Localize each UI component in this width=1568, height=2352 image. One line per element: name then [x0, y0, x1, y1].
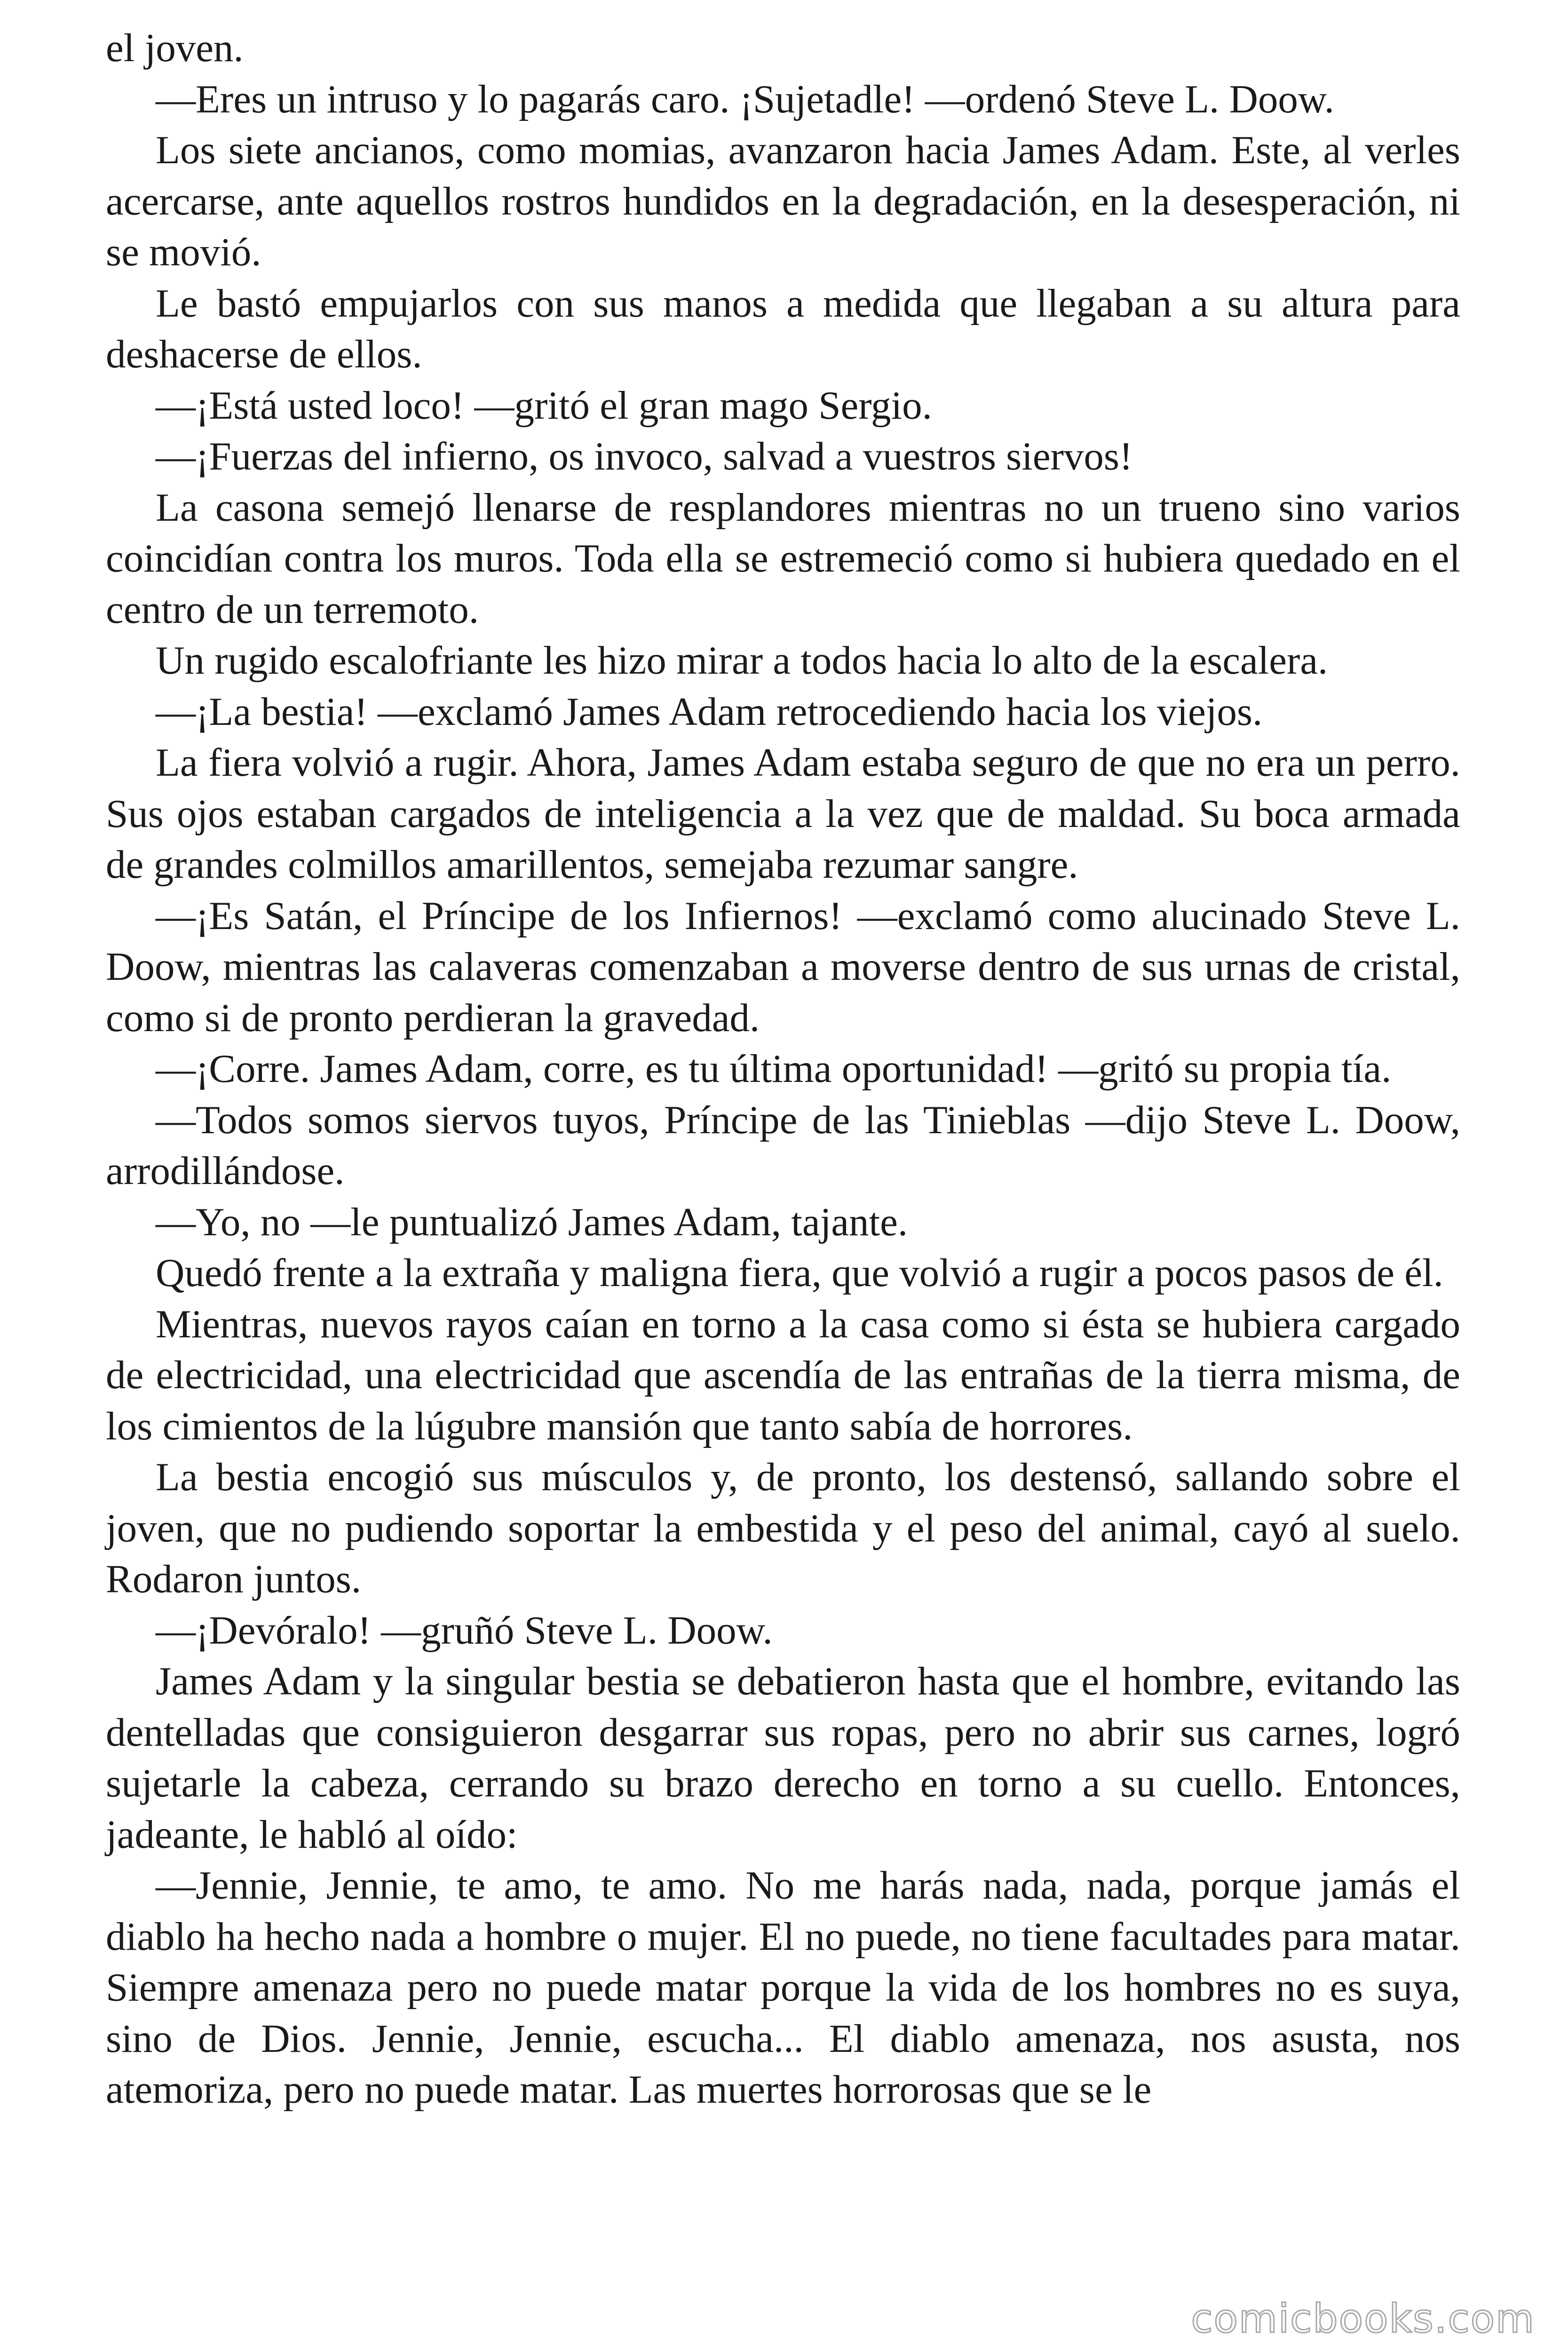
paragraph: Los siete ancianos, como momias, avanzaron hacia James Adam. Este, al verles acercarse, ante aquellos rostros hundidos en la degradación, en la desesperación, ni se movió. [106, 128, 1460, 274]
paragraph: Quedó frente a la extraña y maligna fiera, que volvió a rugir a pocos pasos de él. [156, 1251, 1443, 1295]
paragraph: —¡La bestia! —exclamó James Adam retrocediendo hacia los viejos. [156, 689, 1263, 734]
paragraph: —¡Fuerzas del infierno, os invoco, salvad a vuestros siervos! [156, 434, 1133, 478]
paragraph: —Todos somos siervos tuyos, Príncipe de las Tinieblas —dijo Steve L. Doow, arrodillándose. [106, 1097, 1460, 1193]
paragraph: La fiera volvió a rugir. Ahora, James Adam estaba seguro de que no era un perro. Sus ojos estaban cargados de inteligencia a la vez que de maldad. Su boca armada de grandes colmillos amarillentos, semejaba rezumar sangre. [106, 740, 1460, 887]
paragraph: —¡Está usted loco! —gritó el gran mago Sergio. [156, 383, 932, 428]
paragraph: La bestia encogió sus músculos y, de pronto, los destensó, sallando sobre el joven, que no pudiendo soportar la embestida y el peso del animal, cayó al suelo. Rodaron juntos. [106, 1455, 1460, 1601]
paragraph: —¡Devóralo! —gruñó Steve L. Doow. [156, 1608, 773, 1653]
paragraph: Un rugido escalofriante les hizo mirar a todos hacia lo alto de la escalera. [156, 638, 1328, 683]
paragraph: James Adam y la singular bestia se debatieron hasta que el hombre, evitando las dentelladas que consiguieron desgarrar sus ropas, pero no abrir sus carnes, logró sujetarle la cabeza, cerrando su brazo derecho en torno a su cuello. Entonces, jadeante, le habló al oído: [106, 1659, 1460, 1857]
paragraph: el joven. [106, 26, 244, 70]
page-body-text [106, 23, 1460, 2115]
paragraph: —Yo, no —le puntualizó James Adam, tajante. [156, 1200, 908, 1244]
paragraph: Mientras, nuevos rayos caían en torno a la casa como si ésta se hubiera cargado de electricidad, una electricidad que ascendía de las entrañas de la tierra misma, de los cimientos de la lúgubre mansión que tanto sabía de horrores. [106, 1302, 1460, 1448]
paragraph: —Eres un intruso y lo pagarás caro. ¡Sujetadle! —ordenó Steve L. Doow. [156, 77, 1335, 121]
paragraph: La casona semejó llenarse de resplandores mientras no un trueno sino varios coincidían contra los muros. Toda ella se estremeció como si hubiera quedado en el centro de un terremoto. [106, 485, 1460, 632]
paragraph: —Jennie, Jennie, te amo, te amo. No me harás nada, nada, porque jamás el diablo ha hecho nada a hombre o mujer. El no puede, no tiene facultades para matar. Siempre amenaza pero no puede matar porque la vida de los hombres no es suya, sino de Dios. Jennie, Jennie, escucha... El diablo amenaza, nos asusta, nos atemoriza, pero no puede matar. Las muertes horrorosas que se le [106, 1863, 1460, 2112]
paragraph: —¡Corre. James Adam, corre, es tu última oportunidad! —gritó su propia tía. [156, 1047, 1392, 1091]
watermark: comicbooks.com [1191, 2296, 1535, 2342]
paragraph: Le bastó empujarlos con sus manos a medida que llegaban a su altura para deshacerse de ellos. [106, 281, 1460, 376]
paragraph: —¡Es Satán, el Príncipe de los Infiernos! —exclamó como alucinado Steve L. Doow, mientras las calaveras comenzaban a moverse dentro de sus urnas de cristal, como si de pronto perdieran la gravedad. [106, 893, 1460, 1040]
